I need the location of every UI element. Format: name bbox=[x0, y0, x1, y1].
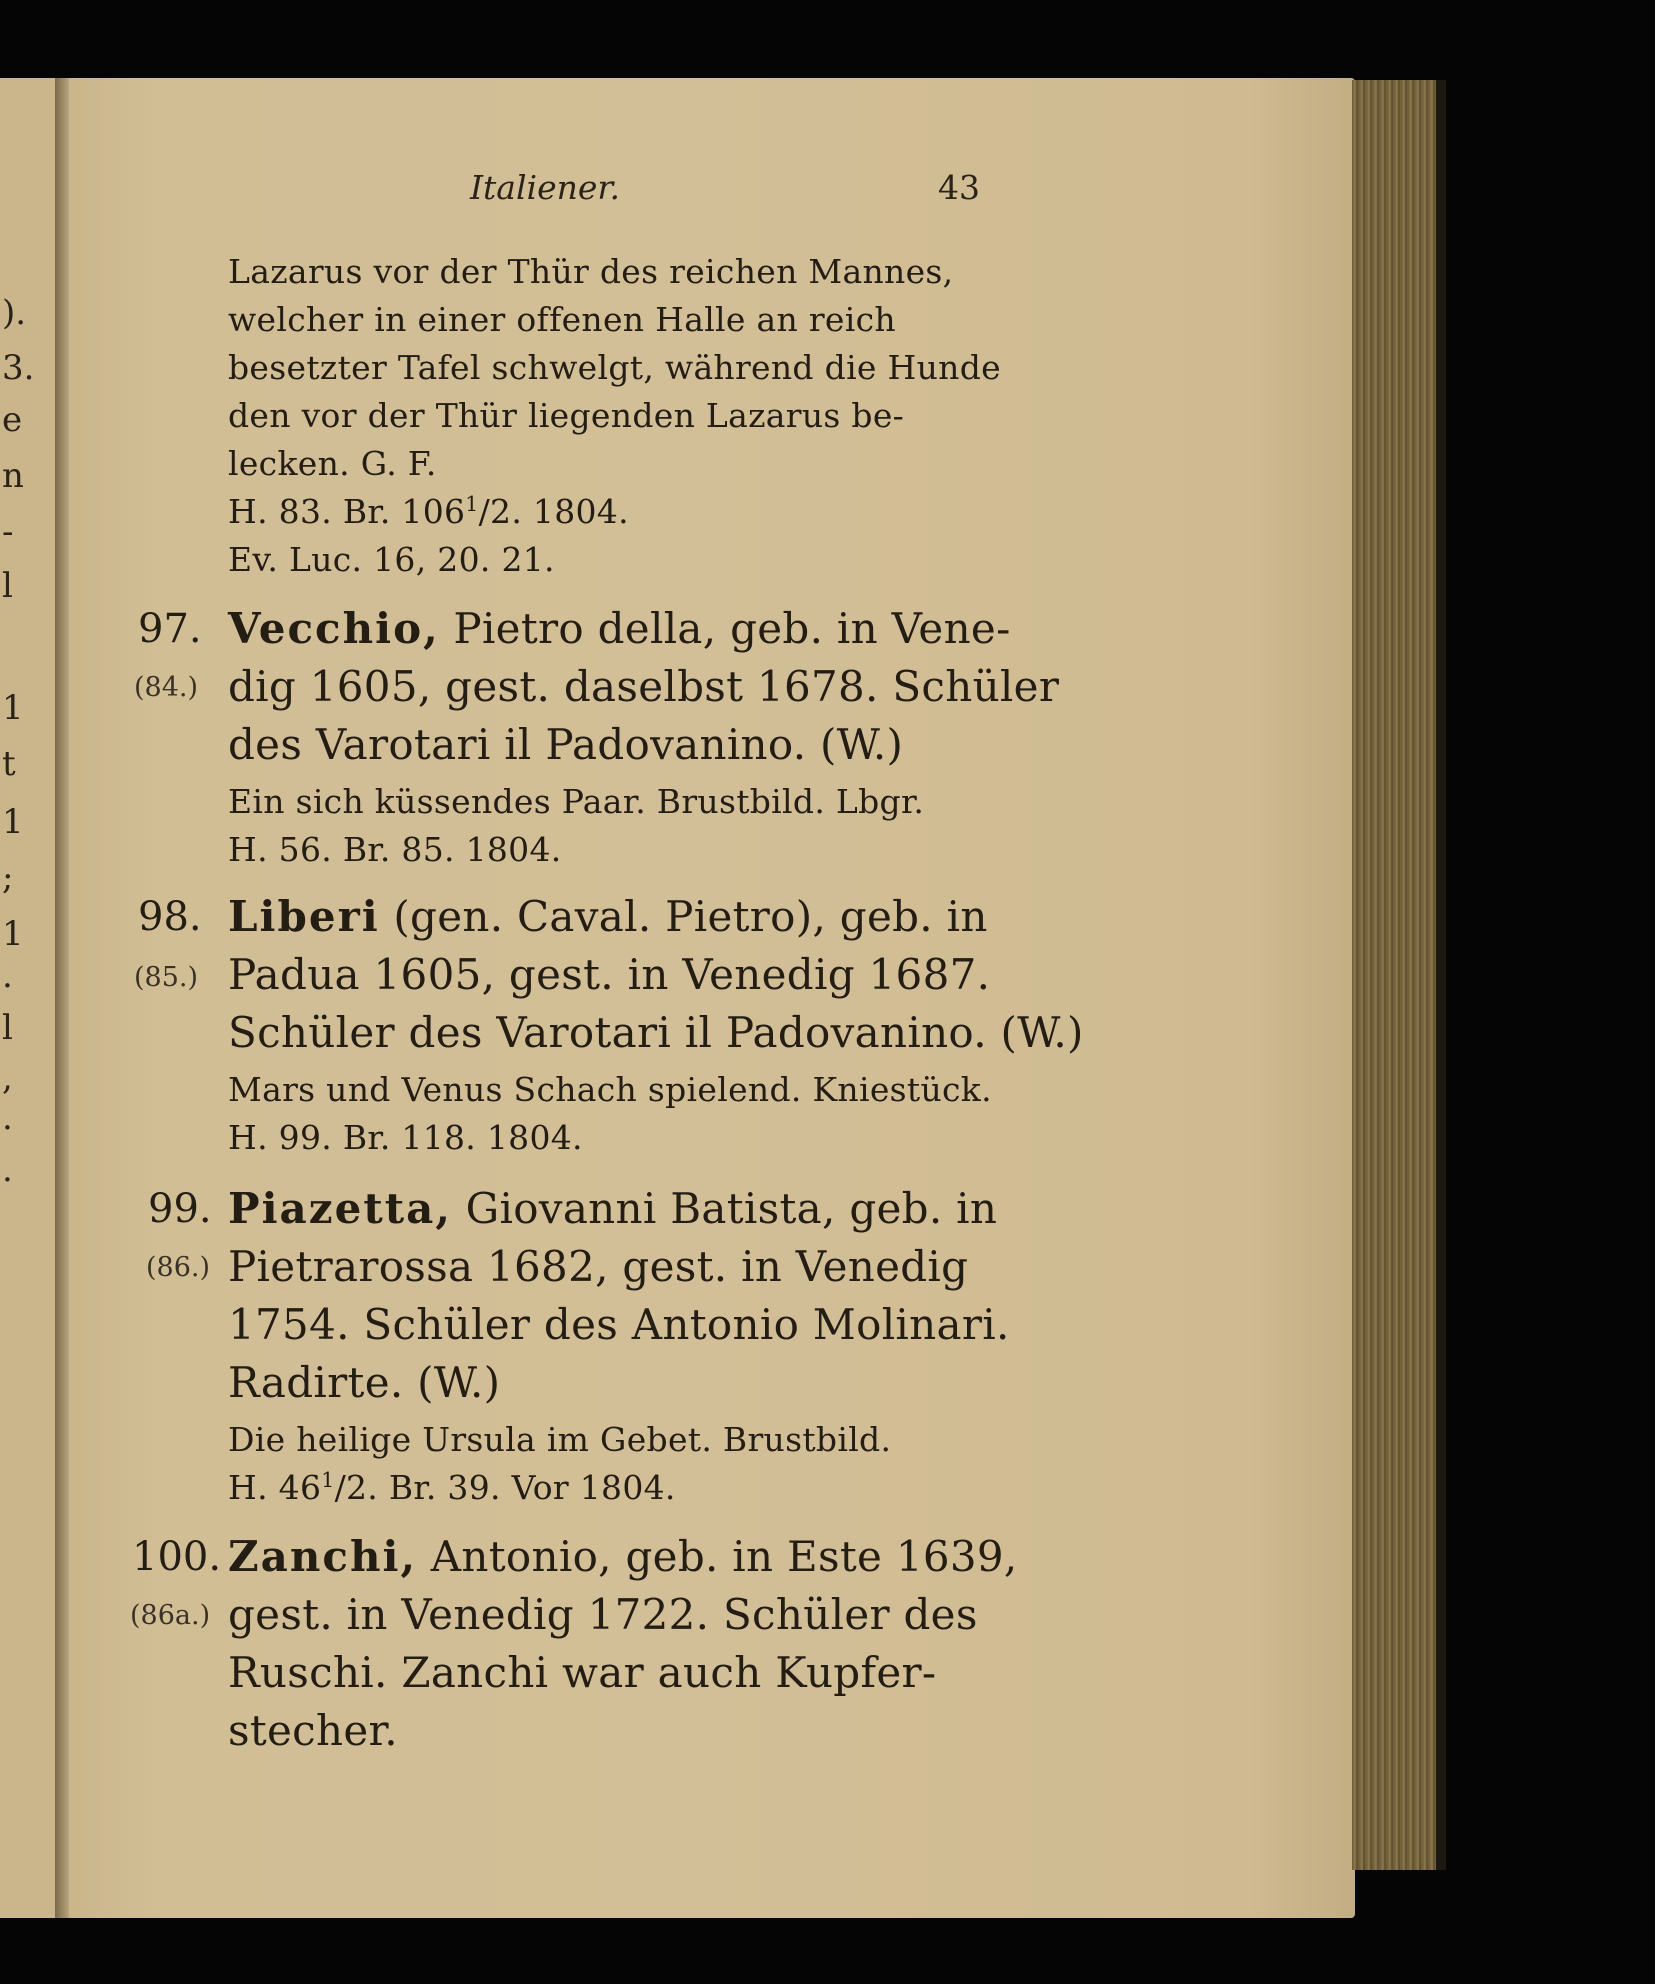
intro-line: welcher in einer offenen Halle an reich bbox=[228, 300, 896, 339]
dims-suffix: /2. Br. 39. Vor 1804. bbox=[334, 1468, 676, 1507]
left-margin-char: - bbox=[2, 512, 14, 552]
page-number: 43 bbox=[938, 168, 980, 207]
left-margin-char: n bbox=[2, 456, 24, 496]
left-margin-char: ). bbox=[2, 293, 27, 333]
dims-fraction: 1 bbox=[321, 1468, 335, 1492]
entry-line: Padua 1605, gest. in Venedig 1687. bbox=[228, 950, 991, 999]
book-gutter bbox=[55, 78, 69, 1918]
entry-line: Pietrarossa 1682, gest. in Venedig bbox=[228, 1242, 969, 1291]
entry-number: 97. bbox=[138, 606, 202, 652]
page-edges bbox=[1352, 80, 1436, 1870]
entry-description: Die heilige Ursula im Gebet. Brustbild. bbox=[228, 1420, 892, 1459]
left-margin-char: . bbox=[2, 956, 13, 996]
entry-description: Mars und Venus Schach spielend. Kniestück. bbox=[228, 1070, 992, 1109]
left-margin-char: l bbox=[2, 566, 13, 606]
left-margin-char: e bbox=[2, 400, 23, 440]
entry-description: H. 99. Br. 118. 1804. bbox=[228, 1118, 583, 1157]
entry-old-number: (84.) bbox=[134, 672, 199, 703]
intro-line: den vor der Thür liegenden Lazarus be- bbox=[228, 396, 905, 435]
entry-line: Schüler des Varotari il Padovanino. (W.) bbox=[228, 1008, 1084, 1057]
entry-description: Ein sich küssendes Paar. Brustbild. Lbgr. bbox=[228, 782, 925, 821]
left-margin-char: l bbox=[2, 1008, 13, 1048]
entry-old-number: (85.) bbox=[134, 962, 199, 993]
entry-old-number: (86.) bbox=[146, 1252, 211, 1283]
entry-number: 100. bbox=[132, 1534, 222, 1580]
artist-name: Liberi bbox=[228, 892, 380, 941]
left-margin-char: . bbox=[2, 1098, 13, 1138]
entry-heading-rest: Pietro della, geb. in Vene- bbox=[439, 604, 1011, 653]
entry-number: 99. bbox=[148, 1186, 212, 1232]
left-margin-char: t bbox=[2, 744, 16, 784]
artist-name: Zanchi, bbox=[228, 1532, 418, 1581]
intro-reference: Ev. Luc. 16, 20. 21. bbox=[228, 540, 555, 579]
entry-line: Radirte. (W.) bbox=[228, 1358, 501, 1407]
entry-line: gest. in Venedig 1722. Schüler des bbox=[228, 1590, 978, 1639]
dims-prefix: H. 46 bbox=[228, 1468, 322, 1507]
intro-line: lecken. G. F. bbox=[228, 444, 437, 483]
entry-heading bbox=[228, 604, 1011, 653]
intro-line: besetzter Tafel schwelgt, während die Hunde bbox=[228, 348, 1001, 387]
entry-line: des Varotari il Padovanino. (W.) bbox=[228, 720, 904, 769]
dims-fraction: 1 bbox=[465, 492, 479, 516]
entry-heading-rest: Antonio, geb. in Este 1639, bbox=[417, 1532, 1018, 1581]
entry-heading bbox=[228, 1184, 998, 1233]
entry-line: 1754. Schüler des Antonio Molinari. bbox=[228, 1300, 1010, 1349]
left-margin-char: , bbox=[2, 1058, 13, 1098]
entry-description: H. 56. Br. 85. 1804. bbox=[228, 830, 562, 869]
entry-heading-rest: (gen. Caval. Pietro), geb. in bbox=[379, 892, 988, 941]
entry-old-number: (86a.) bbox=[130, 1600, 211, 1631]
artist-name: Piazetta, bbox=[228, 1184, 452, 1233]
entry-heading bbox=[228, 1532, 1018, 1581]
artist-name: Vecchio, bbox=[228, 604, 440, 653]
running-head-title: Italiener. bbox=[470, 168, 621, 207]
entry-number: 98. bbox=[138, 894, 202, 940]
dims-suffix: /2. 1804. bbox=[478, 492, 629, 531]
entry-heading bbox=[228, 892, 998, 941]
book-cover-edge bbox=[1436, 80, 1446, 1870]
entry-dimensions bbox=[228, 1468, 998, 1507]
left-margin-char: 1 bbox=[2, 688, 24, 728]
left-page-fragment bbox=[0, 78, 55, 1918]
left-margin-char: 3. bbox=[2, 348, 35, 388]
entry-line: stecher. bbox=[228, 1706, 398, 1755]
entry-line: dig 1605, gest. daselbst 1678. Schüler bbox=[228, 662, 1060, 711]
entry-heading-rest: Giovanni Batista, geb. in bbox=[451, 1184, 998, 1233]
intro-dimensions bbox=[228, 492, 998, 531]
left-margin-char: . bbox=[2, 1150, 13, 1190]
left-margin-char: 1 bbox=[2, 802, 24, 842]
left-margin-char: ; bbox=[2, 858, 14, 898]
dims-prefix: H. 83. Br. 106 bbox=[228, 492, 466, 531]
left-margin-char: 1 bbox=[2, 914, 24, 954]
entry-line: Ruschi. Zanchi war auch Kupfer- bbox=[228, 1648, 937, 1697]
intro-line: Lazarus vor der Thür des reichen Mannes, bbox=[228, 252, 954, 291]
